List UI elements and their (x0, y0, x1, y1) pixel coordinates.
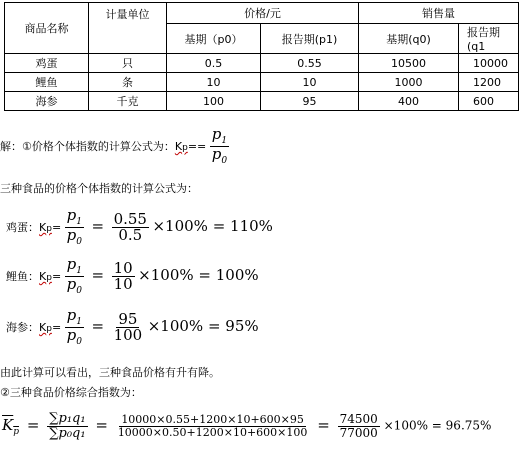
egg-formula-line: 鸡蛋：Kp= $\frac{p_1}{p_0}$ = $\frac{0.55}{0.5}$ ×100% = 110% (6, 206, 273, 248)
intro-formula-line (0, 127, 229, 167)
cell-p1: 10 (261, 73, 359, 92)
header-unit: 计量单位 (89, 3, 167, 54)
header-price: 价格/元 (167, 3, 359, 24)
cell-q0: 1000 (359, 73, 459, 92)
cell-unit: 条 (89, 73, 167, 92)
composite-formula-fraction: $\frac{\text{∑p₁q₁}}{\text{∑p₀q₁}}$ (49, 411, 86, 441)
cell-q1: 1200 (459, 73, 519, 92)
carp-formula-line: 鲤鱼：Kp= $\frac{p_1}{p_0}$ = $\frac{10}{10}$ ×100% = 100% (6, 255, 259, 297)
cell-name: 鸡蛋 (5, 54, 89, 73)
k-symbol: Kp (39, 220, 52, 234)
cell-name: 海参 (5, 92, 89, 111)
header-base-sales: 基期(q0) (359, 24, 459, 54)
k-symbol: Kp (39, 320, 52, 334)
table-row (5, 92, 519, 111)
fraction-p1-p0: $\frac{p_1}{p_0}$ (211, 125, 228, 167)
composite-result: ×100% = 96.75% (383, 418, 492, 433)
egg-fraction: $\frac{0.55}{0.5}$ (113, 209, 147, 245)
composite-formula-line: $K_p$ = $\frac{\text{∑p₁q₁}}{\text{∑p₀q₁}}$ = $\frac{10000\times 0.55+1200\times 10+600\times 95}{10000\times 0.50+1200\times 10+600\times 100}$ = $\frac{74500}{77000}$ ×100% = 96.75% (2, 411, 492, 441)
header-sales: 销售量 (359, 3, 519, 24)
conclusion-line: 由此计算可以看出，三种食品价格有升有降。 (0, 366, 220, 379)
equals-sign: == (187, 139, 207, 153)
cell-unit: 千克 (89, 92, 167, 111)
carp-result: ×100% = 100% (138, 265, 259, 284)
subtitle-line: 三种食品的价格个体指数的计算公式为： (0, 182, 198, 195)
k-symbol: Kp (174, 139, 188, 153)
sea-cucumber-result: ×100% = 95% (147, 316, 259, 335)
sea-cucumber-formula-line: 海参：Kp= $\frac{p_1}{p_0}$ = $\frac{95}{100}$ ×100% = 95% (6, 306, 259, 348)
table-row (5, 54, 519, 73)
sea-cucumber-fraction: $\frac{95}{100}$ (113, 309, 143, 345)
composite-calc-fraction: $\frac{10000\times 0.55+1200\times 10+600\times 95}{10000\times 0.50+1200\times 10+600\times 100}$ (117, 413, 308, 439)
cell-p0: 100 (167, 92, 261, 111)
cell-q1: 600 (459, 92, 519, 111)
cell-p0: 10 (167, 73, 261, 92)
composite-value-fraction: $\frac{74500}{77000}$ (339, 412, 378, 440)
k-symbol: Kp (39, 269, 52, 283)
carp-fraction: $\frac{10}{10}$ (113, 258, 133, 294)
cell-q0: 10500 (359, 54, 459, 73)
composite-title-line: ②三种食品价格综合指数为： (0, 386, 142, 399)
egg-label: 鸡蛋： (6, 220, 39, 234)
carp-label: 鲤鱼： (6, 269, 39, 283)
cell-p1: 95 (261, 92, 359, 111)
header-base-price: 基期（p0） (167, 24, 261, 54)
sea-cucumber-label: 海参： (6, 320, 39, 334)
cell-q1: 10000 (459, 54, 519, 73)
k-bar-symbol: $K_p$ (2, 415, 19, 437)
header-report-price: 报告期(p1) (261, 24, 359, 54)
cell-name: 鲤鱼 (5, 73, 89, 92)
cell-q0: 400 (359, 92, 459, 111)
cell-p1: 0.55 (261, 54, 359, 73)
egg-result: ×100% = 110% (152, 216, 273, 235)
header-report-sales: 报告期(q1 (459, 24, 519, 54)
intro-label: 解：①价格个体指数的计算公式为： (0, 139, 175, 153)
price-sales-table (4, 2, 519, 111)
cell-unit: 只 (89, 54, 167, 73)
cell-p0: 0.5 (167, 54, 261, 73)
table-row (5, 73, 519, 92)
header-product-name: 商品名称 (5, 3, 89, 54)
